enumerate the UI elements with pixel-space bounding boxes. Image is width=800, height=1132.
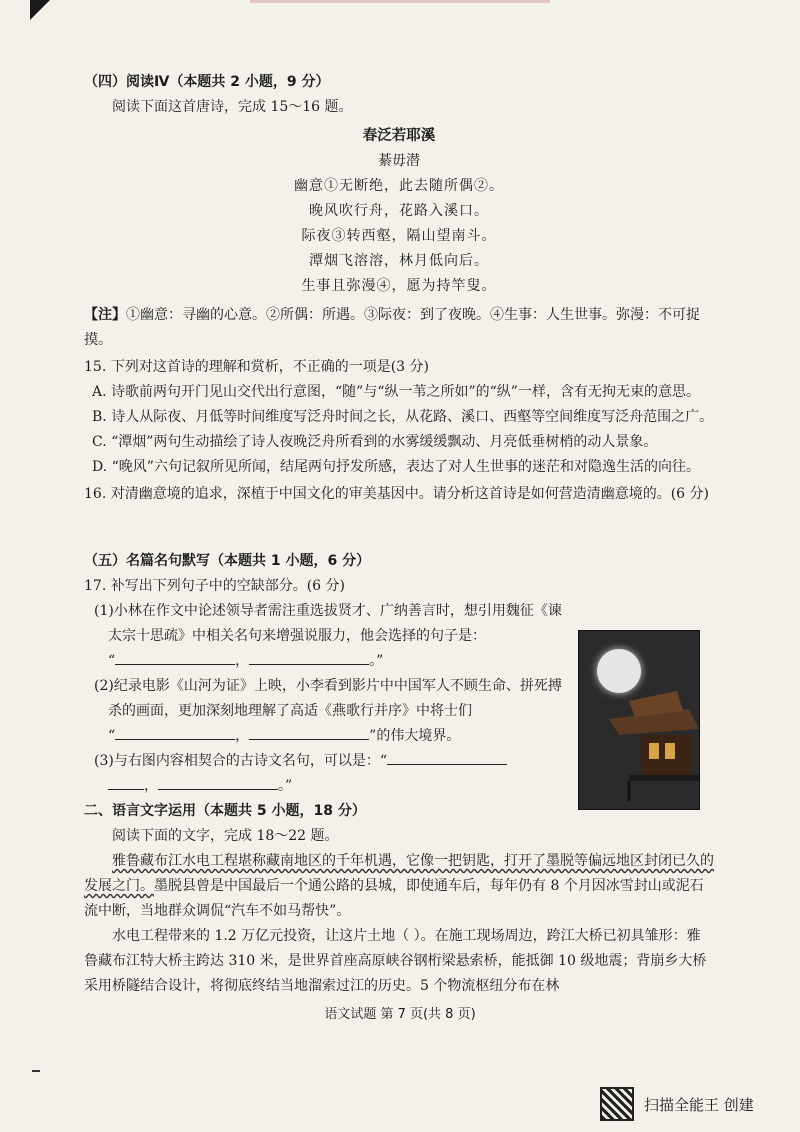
poem-author: 綦毋潜 (378, 153, 420, 169)
answer-blank[interactable] (249, 725, 369, 740)
marked-sentence: 雅鲁藏布江水电工程堪称藏南地区的千年机遇，它像一把钥匙，打开了墨脱等偏远地区封闭已久的发展之门。 (84, 853, 714, 894)
poem-line: 际夜③转西壑，隔山望南斗。 (301, 228, 497, 244)
poem-line: 生事且弥漫④，愿为持竿叟。 (301, 278, 497, 294)
notes-label: 【注】 (84, 307, 126, 323)
para1-rest: 墨脱县曾是中国最后一个通公路的县城，即使通车后，每年仍有 8 个月因冰雪封山或泥石流中断，当地群众调侃“汽车不如马帮快”。 (84, 878, 704, 919)
top-smudge (250, 0, 550, 3)
q17-sub2-text: (2)纪录电影《山河为证》上映，小李看到影片中中国军人不顾生命、拼死搏杀的画面，更加深刻地理解了高适《燕歌行并序》中将士们 (94, 678, 562, 719)
q17-sub1 (84, 599, 574, 649)
moon-pavilion-illustration (578, 630, 700, 810)
pavilion-icon (579, 631, 699, 809)
question-16: 16. 对清幽意境的追求，深植于中国文化的审美基因中。请分析这首诗是如何营造清幽意境的。(6 分) (84, 486, 709, 502)
lang-para-1 (84, 849, 714, 924)
q17-sub3-blanks: ， 。” (84, 774, 574, 799)
answer-blank[interactable] (115, 650, 235, 665)
q17-sub2 (84, 674, 574, 724)
poem-line: 幽意①无断绝，此去随所偶②。 (294, 178, 504, 194)
option-d: D. “晚风”六句记叙所见所闻，结尾两句抒发所感，表达了对人生世事的迷茫和对隐逸生活的向往。 (92, 459, 700, 475)
poem (84, 124, 714, 299)
corner-mark (30, 0, 50, 20)
question-17: 17. 补写出下列句子中的空缺部分。(6 分) (84, 578, 345, 594)
poem-line: 晚风吹行舟，花路入溪口。 (309, 203, 489, 219)
option-c: C. “潭烟”两句生动描绘了诗人夜晚泛舟所看到的水雾缓缓飘动、月亮低垂树梢的动人景象。 (92, 434, 658, 450)
question-15: 15. 下列对这首诗的理解和赏析，不正确的一项是(3 分) (84, 359, 429, 375)
answer-blank[interactable] (158, 775, 278, 790)
q17-sub3-text: (3)与右图内容相契合的古诗文名句，可以是：“ (94, 753, 387, 769)
scanner-watermark (600, 1086, 790, 1122)
option-a: A. 诗歌前两句开门见山交代出行意图，“随”与“纵一苇之所如”的“纵”一样，含有无拘无束的意思。 (92, 384, 700, 400)
answer-space (84, 507, 714, 549)
margin-mark (32, 1070, 40, 1072)
section4-intro: 阅读下面这首唐诗，完成 15～16 题。 (112, 99, 353, 115)
answer-blank[interactable] (115, 725, 235, 740)
qr-code-icon (600, 1087, 634, 1121)
q17-sub2-blanks: “ ， ”的伟大境界。 (84, 724, 574, 749)
exam-page (84, 70, 714, 999)
q17-sub1-blanks: “ ， 。” (84, 649, 574, 674)
section4-heading: （四）阅读Ⅳ（本题共 2 小题，9 分） (84, 74, 330, 90)
q17-sub3 (84, 749, 574, 774)
q17-sub2-tail: ”的伟大境界。 (369, 728, 461, 744)
q17-sub1-text: (1)小林在作文中论述领导者需注重选拔贤才、广纳善言时，想引用魏征《谏太宗十思疏》中相关名句来增强说服力，他会选择的句子是： (94, 603, 562, 644)
poem-line: 潭烟飞溶溶，林月低向后。 (309, 253, 489, 269)
lang-para-2: 水电工程带来的 1.2 万亿元投资，让这片土地（ ）。在施工现场周边，跨江大桥已初具雏形：雅鲁藏布江特大桥主跨达 310 米，是世界首座高原峡谷钢桁梁悬索桥，能抵御 10 级地震；背崩乡大桥采用桥隧结合设计，将彻底终结当地溜索过江的历史。5 个物流枢纽分布在林 (84, 928, 707, 994)
notes-text: ①幽意：寻幽的心意。②所偶：所遇。③际夜：到了夜晚。④生事：人生世事。弥漫：不可捉摸。 (84, 307, 700, 348)
answer-blank[interactable] (387, 750, 507, 765)
lang-intro: 阅读下面的文字，完成 18～22 题。 (112, 828, 339, 844)
section5-heading: （五）名篇名句默写（本题共 1 小题，6 分） (84, 553, 371, 569)
lang-heading: 二、语言文字运用（本题共 5 小题，18 分） (84, 803, 366, 819)
watermark-text: 扫描全能王 创建 (644, 1095, 754, 1114)
answer-blank[interactable] (249, 650, 369, 665)
page-footer: 语文试题 第 7 页(共 8 页) (324, 1007, 476, 1022)
poem-title: 春泛若耶溪 (362, 128, 436, 144)
option-b: B. 诗人从际夜、月低等时间维度写泛舟时间之长，从花路、溪口、西壑等空间维度写泛舟范围之广。 (92, 409, 714, 425)
poem-notes (84, 303, 714, 353)
answer-blank[interactable] (108, 775, 144, 790)
q17-subquestions (84, 599, 574, 799)
